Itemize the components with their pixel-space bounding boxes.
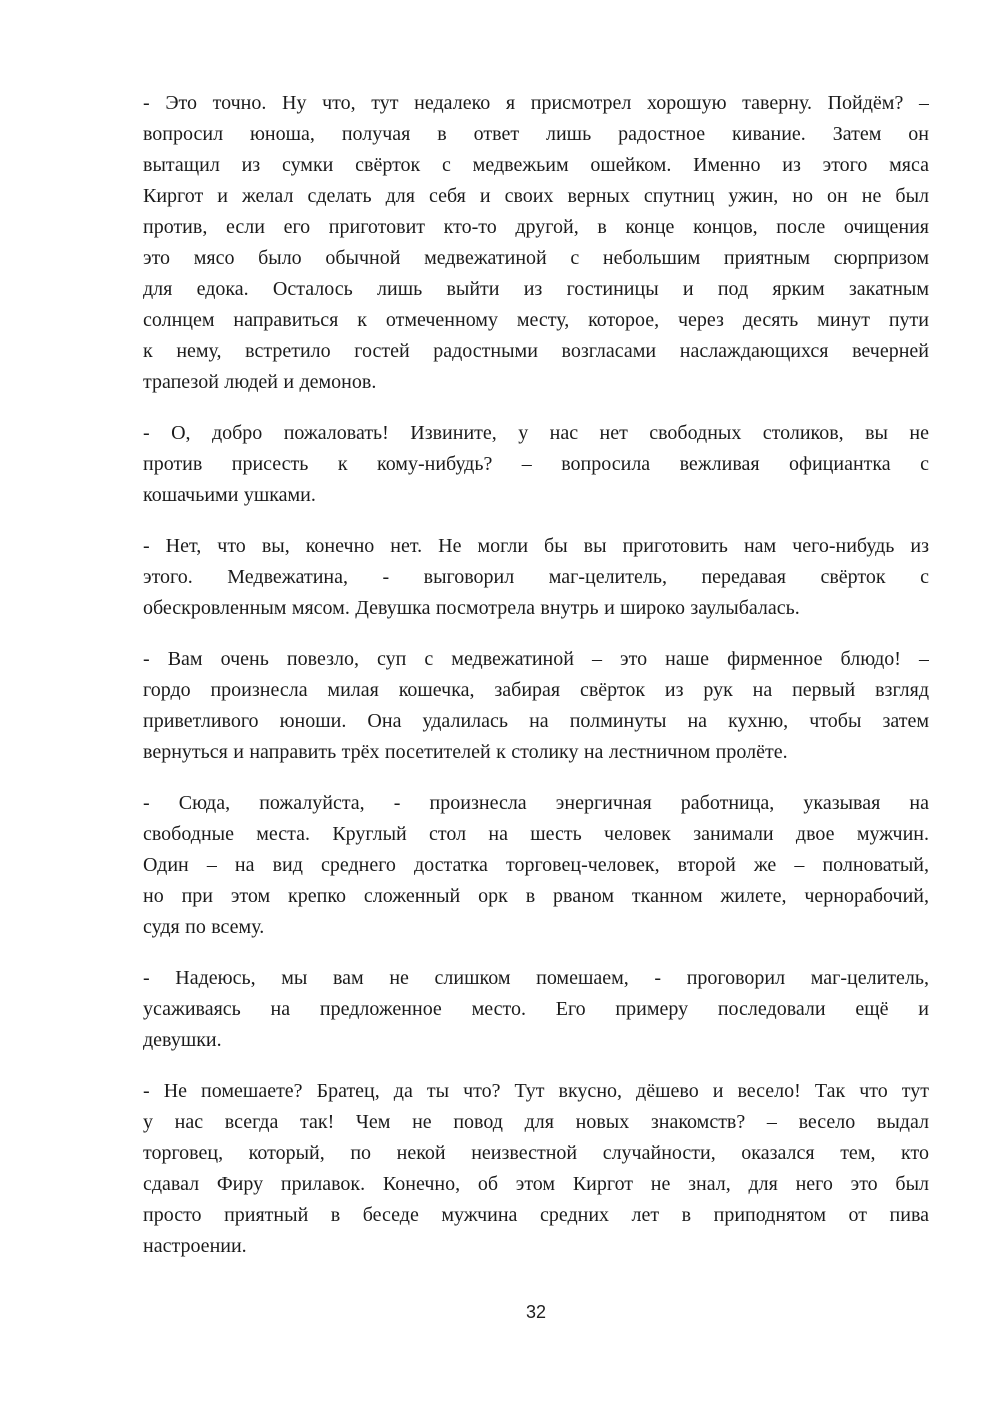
text-line: трапезой людей и демонов. bbox=[143, 371, 377, 393]
text-line: гордо произнесла милая кошечка, забирая свёрток из рук на первый взгляд bbox=[143, 679, 929, 701]
text-line: сдавал Фиру прилавок. Конечно, об этом Киргот не знал, для него это был bbox=[143, 1173, 929, 1195]
text-line: вытащил из сумки свёрток с медвежьим ошейком. Именно из этого мяса bbox=[143, 154, 929, 176]
text-line: вернуться и направить трёх посетителей к столику на лестничном пролёте. bbox=[143, 741, 788, 763]
paragraph-4 bbox=[143, 644, 929, 768]
paragraph-1 bbox=[143, 88, 929, 398]
paragraph-2 bbox=[143, 418, 929, 511]
text-line: Один – на вид среднего достатка торговец-человек, второй же – полноватый, bbox=[143, 854, 929, 876]
text-line: - Нет, что вы, конечно нет. Не могли бы вы приготовить нам чего-нибудь из bbox=[143, 535, 929, 557]
text-line: против, если его приготовит кто-то другой, в конце концов, после очищения bbox=[143, 216, 929, 238]
page-number: 32 bbox=[525, 1302, 547, 1322]
text-line: обескровленным мясом. Девушка посмотрела внутрь и широко заулыбалась. bbox=[143, 597, 800, 619]
text-line: у нас всегда так! Чем не повод для новых знакомств? – весело выдал bbox=[143, 1111, 929, 1133]
text-line: кошачьими ушками. bbox=[143, 484, 316, 506]
paragraph-5 bbox=[143, 788, 929, 943]
text-line: - Сюда, пожалуйста, - произнесла энергичная работница, указывая на bbox=[143, 792, 929, 814]
text-block bbox=[143, 88, 929, 1262]
page-footer bbox=[143, 1301, 929, 1323]
text-line: - Надеюсь, мы вам не слишком помешаем, - проговорил маг-целитель, bbox=[143, 967, 929, 989]
text-line: - Не помешаете? Братец, да ты что? Тут вкусно, дёшево и весело! Так что тут bbox=[143, 1080, 929, 1102]
paragraph-6 bbox=[143, 963, 929, 1056]
text-line: вопросил юноша, получая в ответ лишь радостное кивание. Затем он bbox=[143, 123, 929, 145]
text-line: но при этом крепко сложенный орк в рваном тканном жилете, чернорабочий, bbox=[143, 885, 929, 907]
text-line: приветливого юноши. Она удалилась на полминуты на кухню, чтобы затем bbox=[143, 710, 929, 732]
text-line: солнцем направиться к отмеченному месту, которое, через десять минут пути bbox=[143, 309, 929, 331]
text-line: для едока. Осталось лишь выйти из гостиницы и под ярким закатным bbox=[143, 278, 929, 300]
text-line: против присесть к кому-нибудь? – вопросила вежливая официантка с bbox=[143, 453, 929, 475]
paragraph-3 bbox=[143, 531, 929, 624]
text-line: - Вам очень повезло, суп с медвежатиной – это наше фирменное блюдо! – bbox=[143, 648, 929, 670]
text-line: девушки. bbox=[143, 1029, 222, 1051]
paragraph-7 bbox=[143, 1076, 929, 1262]
text-line: - Это точно. Ну что, тут недалеко я присмотрел хорошую таверну. Пойдём? – bbox=[143, 92, 929, 114]
text-line: свободные места. Круглый стол на шесть человек занимали двое мужчин. bbox=[143, 823, 929, 845]
text-line: - О, добро пожаловать! Извините, у нас нет свободных столиков, вы не bbox=[143, 422, 929, 444]
text-line: просто приятный в беседе мужчина средних лет в приподнятом от пива bbox=[143, 1204, 929, 1226]
text-line: настроении. bbox=[143, 1235, 247, 1257]
text-line: этого. Медвежатина, - выговорил маг-целитель, передавая свёрток с bbox=[143, 566, 929, 588]
text-line: Киргот и желал сделать для себя и своих верных спутниц ужин, но он не был bbox=[143, 185, 929, 207]
text-line: судя по всему. bbox=[143, 916, 265, 938]
text-line: к нему, встретило гостей радостными возгласами наслаждающихся вечерней bbox=[143, 340, 929, 362]
text-line: торговец, который, по некой неизвестной случайности, оказался тем, кто bbox=[143, 1142, 929, 1164]
text-line: усаживаясь на предложенное место. Его примеру последовали ещё и bbox=[143, 998, 929, 1020]
text-line: это мясо было обычной медвежатиной с небольшим приятным сюрпризом bbox=[143, 247, 929, 269]
